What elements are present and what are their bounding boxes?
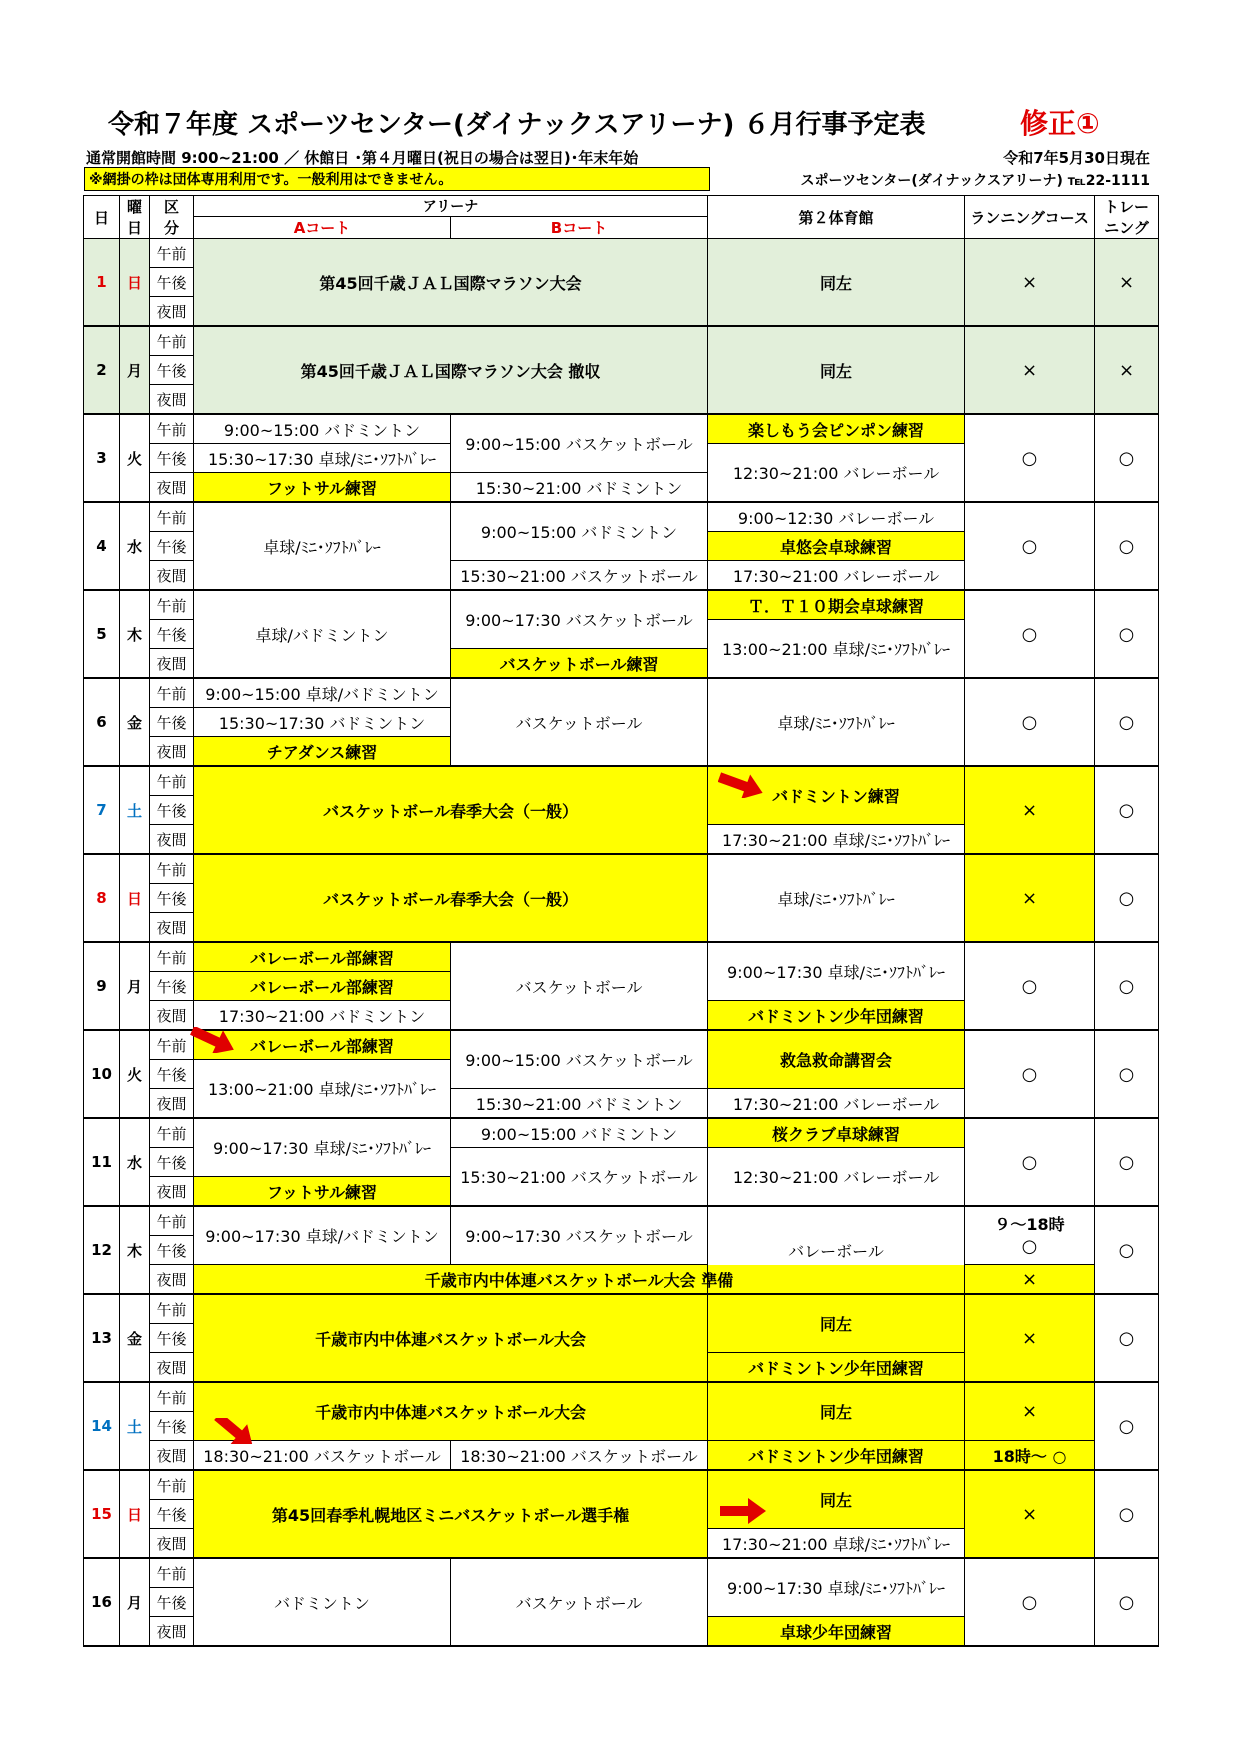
training-status: ○ bbox=[1095, 942, 1159, 1030]
gym2-event: 17:30~21:00 バレーボール bbox=[708, 561, 965, 591]
running-status: ○ bbox=[965, 1558, 1095, 1646]
slot-pm: 午後 bbox=[150, 972, 194, 1001]
running-status: ○ bbox=[965, 942, 1095, 1030]
day-row bbox=[84, 1118, 1159, 1148]
weekday: 火 bbox=[120, 414, 150, 502]
court-b-event: 9:00~15:00 バスケットボール bbox=[451, 1030, 708, 1089]
gym2-event: 13:00~21:00 卓球/ﾐﾆ･ｿﾌﾄﾊﾞﾚｰ bbox=[708, 620, 965, 679]
day-row bbox=[84, 1558, 1159, 1588]
court-b-event: 9:00~17:30 バスケットボール bbox=[451, 590, 708, 649]
day-row bbox=[84, 590, 1159, 620]
venue-contact: スポーツセンター(ダイナックスアリーナ) ℡22-1111 bbox=[800, 173, 1150, 189]
slot-pm: 午後 bbox=[150, 1148, 194, 1177]
weekday: 火 bbox=[120, 1030, 150, 1118]
slot-night: 夜間 bbox=[150, 385, 194, 415]
slot-night: 夜間 bbox=[150, 649, 194, 679]
court-a-event: 9:00~15:00 卓球/バドミントン bbox=[194, 678, 451, 708]
slot-night: 夜間 bbox=[150, 1265, 194, 1295]
court-b-event: 15:30~21:00 バドミントン bbox=[451, 1089, 708, 1119]
slot-pm: 午後 bbox=[150, 620, 194, 649]
running-status: ○ bbox=[965, 678, 1095, 766]
training-status: ○ bbox=[1095, 1206, 1159, 1294]
slot-am: 午前 bbox=[150, 1558, 194, 1588]
weekday: 木 bbox=[120, 590, 150, 678]
court-a-event: 卓球/バドミントン bbox=[194, 590, 451, 678]
gym2-event: 同左 bbox=[708, 1470, 965, 1529]
day-row bbox=[84, 239, 1159, 268]
day-row bbox=[84, 678, 1159, 708]
arena-event: 千歳市内中体連バスケットボール大会 bbox=[194, 1294, 708, 1382]
day-row bbox=[84, 414, 1159, 444]
slot-am: 午前 bbox=[150, 1382, 194, 1412]
day-row bbox=[84, 1030, 1159, 1060]
court-a-event: フットサル練習 bbox=[194, 1177, 451, 1207]
court-a-event: バドミントン bbox=[194, 1558, 451, 1646]
slot-night: 夜間 bbox=[150, 1441, 194, 1471]
court-b-event: 15:30~21:00 バドミントン bbox=[451, 473, 708, 503]
as-of-date: 令和7年5月30日現在 bbox=[1003, 149, 1150, 167]
gym2-event: バレーボール bbox=[708, 1206, 965, 1294]
weekday: 日 bbox=[120, 239, 150, 327]
training-status: ○ bbox=[1095, 414, 1159, 502]
day-number: 11 bbox=[84, 1118, 120, 1206]
col-gym2: 第２体育館 bbox=[708, 196, 965, 239]
court-a-event: バレーボール部練習 bbox=[194, 1030, 451, 1060]
weekday: 金 bbox=[120, 1294, 150, 1382]
arena-event: 第45回千歳ＪＡＬ国際マラソン大会 bbox=[194, 239, 708, 327]
day-number: 15 bbox=[84, 1470, 120, 1558]
day-row bbox=[84, 1382, 1159, 1412]
court-a-event: バレーボール部練習 bbox=[194, 942, 451, 972]
slot-am: 午前 bbox=[150, 590, 194, 620]
slot-am: 午前 bbox=[150, 1118, 194, 1148]
gym2-event: 同左 bbox=[708, 326, 965, 414]
slot-night: 夜間 bbox=[150, 1177, 194, 1207]
training-status: ○ bbox=[1095, 1470, 1159, 1558]
day-row bbox=[84, 1470, 1159, 1500]
revision-arrow-icon bbox=[720, 1498, 766, 1524]
header-row bbox=[84, 196, 1159, 217]
running-status: ９～18時 ○ bbox=[965, 1206, 1095, 1265]
gym2-event: 9:00~12:30 バレーボール bbox=[708, 502, 965, 532]
slot-am: 午前 bbox=[150, 1294, 194, 1324]
running-status: ○ bbox=[965, 590, 1095, 678]
arena-event: 第45回千歳ＪＡＬ国際マラソン大会 撤収 bbox=[194, 326, 708, 414]
col-training: トレー ニング bbox=[1095, 196, 1159, 239]
arena-event: 千歳市内中体連バスケットボール大会 準備 bbox=[194, 1265, 965, 1295]
slot-am: 午前 bbox=[150, 766, 194, 796]
day-number: 5 bbox=[84, 590, 120, 678]
weekday: 水 bbox=[120, 502, 150, 590]
court-a-event: 9:00~17:30 卓球/バドミントン bbox=[194, 1206, 451, 1265]
court-b-event: 9:00~15:00 バスケットボール bbox=[451, 414, 708, 473]
gym2-event: 17:30~21:00 バレーボール bbox=[708, 1089, 965, 1119]
running-status: × bbox=[965, 326, 1095, 414]
training-status: ○ bbox=[1095, 854, 1159, 942]
training-status: ○ bbox=[1095, 1382, 1159, 1470]
court-a-event: 13:00~21:00 卓球/ﾐﾆ･ｿﾌﾄﾊﾞﾚｰ bbox=[194, 1060, 451, 1119]
gym2-event: 17:30~21:00 卓球/ﾐﾆ･ｿﾌﾄﾊﾞﾚｰ bbox=[708, 1529, 965, 1559]
gym2-event: 卓球/ﾐﾆ･ｿﾌﾄﾊﾞﾚｰ bbox=[708, 854, 965, 942]
gym2-event: 9:00~17:30 卓球/ﾐﾆ･ｿﾌﾄﾊﾞﾚｰ bbox=[708, 942, 965, 1001]
court-a-event: 18:30~21:00 バスケットボール bbox=[194, 1441, 451, 1471]
court-b-event: バスケットボール bbox=[451, 942, 708, 1030]
training-status: ○ bbox=[1095, 1030, 1159, 1118]
day-number: 7 bbox=[84, 766, 120, 854]
training-status: ○ bbox=[1095, 678, 1159, 766]
court-a-event: 9:00~17:30 卓球/ﾐﾆ･ｿﾌﾄﾊﾞﾚｰ bbox=[194, 1118, 451, 1177]
court-a-event: 卓球/ﾐﾆ･ｿﾌﾄﾊﾞﾚｰ bbox=[194, 502, 451, 590]
slot-am: 午前 bbox=[150, 326, 194, 356]
slot-night: 夜間 bbox=[150, 1529, 194, 1559]
gym2-event: 桜クラブ卓球練習 bbox=[708, 1118, 965, 1148]
court-b-event: バスケットボール bbox=[451, 1558, 708, 1646]
slot-night: 夜間 bbox=[150, 1001, 194, 1031]
running-status: ○ bbox=[965, 1118, 1095, 1206]
court-a-event: フットサル練習 bbox=[194, 473, 451, 503]
col-section: 区 分 bbox=[150, 196, 194, 239]
gym2-event: 卓球少年団練習 bbox=[708, 1617, 965, 1647]
day-number: 12 bbox=[84, 1206, 120, 1294]
slot-pm: 午後 bbox=[150, 532, 194, 561]
court-b-event: 18:30~21:00 バスケットボール bbox=[451, 1441, 708, 1471]
slot-pm: 午後 bbox=[150, 1060, 194, 1089]
slot-pm: 午後 bbox=[150, 1324, 194, 1353]
notice-banner: ※網掛の枠は団体専用利用です。一般利用はできません。 bbox=[84, 167, 710, 191]
training-status: ○ bbox=[1095, 590, 1159, 678]
gym2-event: 12:30~21:00 バレーボール bbox=[708, 1148, 965, 1207]
gym2-event: 同左 bbox=[708, 1294, 965, 1353]
day-row bbox=[84, 1294, 1159, 1324]
weekday: 水 bbox=[120, 1118, 150, 1206]
gym2-event: 17:30~21:00 卓球/ﾐﾆ･ｿﾌﾄﾊﾞﾚｰ bbox=[708, 825, 965, 855]
training-status: ○ bbox=[1095, 1294, 1159, 1382]
arena-event: 第45回春季札幌地区ミニバスケットボール選手権 bbox=[194, 1470, 708, 1558]
day-row bbox=[84, 1206, 1159, 1236]
day-row bbox=[84, 502, 1159, 532]
gym2-event: 卓球/ﾐﾆ･ｿﾌﾄﾊﾞﾚｰ bbox=[708, 678, 965, 766]
training-status: ○ bbox=[1095, 502, 1159, 590]
gym2-event: 同左 bbox=[708, 239, 965, 327]
revision-arrow-icon bbox=[718, 772, 764, 798]
running-status: ○ bbox=[965, 414, 1095, 502]
running-status: × bbox=[965, 239, 1095, 327]
running-status: × bbox=[965, 1265, 1095, 1295]
col-arena: アリーナ bbox=[194, 196, 708, 217]
slot-pm: 午後 bbox=[150, 1412, 194, 1441]
day-number: 8 bbox=[84, 854, 120, 942]
day-number: 3 bbox=[84, 414, 120, 502]
weekday: 土 bbox=[120, 766, 150, 854]
court-a-event: チアダンス練習 bbox=[194, 737, 451, 767]
court-b-event: バスケットボール練習 bbox=[451, 649, 708, 679]
court-b-event: 9:00~15:00 バドミントン bbox=[451, 502, 708, 561]
slot-night: 夜間 bbox=[150, 913, 194, 943]
court-b-event: 9:00~15:00 バドミントン bbox=[451, 1118, 708, 1148]
revision-arrow-icon bbox=[190, 1027, 236, 1053]
court-b-event: バスケットボール bbox=[451, 678, 708, 766]
slot-night: 夜間 bbox=[150, 1617, 194, 1647]
col-court-b: Bコート bbox=[451, 217, 708, 239]
gym2-event: バドミントン少年団練習 bbox=[708, 1001, 965, 1031]
day-number: 10 bbox=[84, 1030, 120, 1118]
running-status: × bbox=[965, 1470, 1095, 1558]
gym2-event: 卓悠会卓球練習 bbox=[708, 532, 965, 561]
slot-night: 夜間 bbox=[150, 1089, 194, 1119]
gym2-event: 同左 bbox=[708, 1382, 965, 1441]
gym2-event: バドミントン練習 bbox=[708, 766, 965, 825]
day-number: 9 bbox=[84, 942, 120, 1030]
gym2-event: バドミントン少年団練習 bbox=[708, 1353, 965, 1383]
running-status: × bbox=[965, 766, 1095, 854]
col-running: ランニングコース bbox=[965, 196, 1095, 239]
slot-am: 午前 bbox=[150, 1206, 194, 1236]
training-status: ○ bbox=[1095, 1558, 1159, 1646]
day-row bbox=[84, 326, 1159, 356]
slot-pm: 午後 bbox=[150, 444, 194, 473]
arena-event: バスケットボール春季大会（一般） bbox=[194, 854, 708, 942]
court-b-event: 9:00~17:30 バスケットボール bbox=[451, 1206, 708, 1265]
gym2-event: 9:00~17:30 卓球/ﾐﾆ･ｿﾌﾄﾊﾞﾚｰ bbox=[708, 1558, 965, 1617]
slot-night: 夜間 bbox=[150, 297, 194, 327]
court-a-event: バレーボール部練習 bbox=[194, 972, 451, 1001]
slot-pm: 午後 bbox=[150, 884, 194, 913]
running-status: × bbox=[965, 1294, 1095, 1382]
weekday: 木 bbox=[120, 1206, 150, 1294]
court-a-event: 9:00~15:00 バドミントン bbox=[194, 414, 451, 444]
day-row bbox=[84, 766, 1159, 796]
court-a-event: 15:30~17:30 バドミントン bbox=[194, 708, 451, 737]
court-a-event: 15:30~17:30 卓球/ﾐﾆ･ｿﾌﾄﾊﾞﾚｰ bbox=[194, 444, 451, 473]
running-status: ○ bbox=[965, 502, 1095, 590]
slot-pm: 午後 bbox=[150, 1588, 194, 1617]
gym2-event: 12:30~21:00 バレーボール bbox=[708, 444, 965, 503]
weekday: 月 bbox=[120, 326, 150, 414]
slot-am: 午前 bbox=[150, 678, 194, 708]
training-status: ○ bbox=[1095, 766, 1159, 854]
weekday: 日 bbox=[120, 1470, 150, 1558]
day-row bbox=[84, 942, 1159, 972]
court-a-event: 17:30~21:00 バドミントン bbox=[194, 1001, 451, 1031]
gym2-event: バドミントン少年団練習 bbox=[708, 1441, 965, 1471]
day-number: 16 bbox=[84, 1558, 120, 1646]
slot-pm: 午後 bbox=[150, 268, 194, 297]
day-number: 14 bbox=[84, 1382, 120, 1470]
training-status: × bbox=[1095, 239, 1159, 327]
col-weekday: 曜 日 bbox=[120, 196, 150, 239]
slot-pm: 午後 bbox=[150, 1236, 194, 1265]
slot-am: 午前 bbox=[150, 239, 194, 268]
slot-pm: 午後 bbox=[150, 1500, 194, 1529]
gym2-event: Ｔ．Ｔ１０期会卓球練習 bbox=[708, 590, 965, 620]
slot-am: 午前 bbox=[150, 502, 194, 532]
day-number: 2 bbox=[84, 326, 120, 414]
weekday: 土 bbox=[120, 1382, 150, 1470]
day-row bbox=[84, 854, 1159, 884]
slot-am: 午前 bbox=[150, 1030, 194, 1060]
arena-event: バスケットボール春季大会（一般） bbox=[194, 766, 708, 854]
revision-arrow-icon bbox=[212, 1418, 258, 1444]
page-title: 令和７年度 スポーツセンター(ダイナックスアリーナ) ６月行事予定表 bbox=[108, 110, 926, 140]
weekday: 日 bbox=[120, 854, 150, 942]
gym2-event: 救急救命講習会 bbox=[708, 1030, 965, 1089]
running-status: × bbox=[965, 1382, 1095, 1441]
slot-pm: 午後 bbox=[150, 796, 194, 825]
col-day: 日 bbox=[84, 196, 120, 239]
weekday: 月 bbox=[120, 942, 150, 1030]
court-b-event: 15:30~21:00 バスケットボール bbox=[451, 561, 708, 591]
gym2-event: 楽しもう会ピンポン練習 bbox=[708, 414, 965, 444]
opening-hours: 通常開館時間 9:00~21:00 ／ 休館日 ･第４月曜日(祝日の場合は翌日)･年末年始 bbox=[86, 149, 639, 167]
col-court-a: Aコート bbox=[194, 217, 451, 239]
day-number: 1 bbox=[84, 239, 120, 327]
day-number: 6 bbox=[84, 678, 120, 766]
slot-am: 午前 bbox=[150, 1470, 194, 1500]
slot-am: 午前 bbox=[150, 854, 194, 884]
slot-night: 夜間 bbox=[150, 473, 194, 503]
running-status: 18時～ ○ bbox=[965, 1441, 1095, 1471]
slot-night: 夜間 bbox=[150, 1353, 194, 1383]
slot-am: 午前 bbox=[150, 414, 194, 444]
training-status: ○ bbox=[1095, 1118, 1159, 1206]
day-number: 4 bbox=[84, 502, 120, 590]
slot-pm: 午後 bbox=[150, 708, 194, 737]
slot-pm: 午後 bbox=[150, 356, 194, 385]
slot-night: 夜間 bbox=[150, 737, 194, 767]
slot-night: 夜間 bbox=[150, 825, 194, 855]
court-b-event: 15:30~21:00 バスケットボール bbox=[451, 1148, 708, 1207]
arena-event: 千歳市内中体連バスケットボール大会 bbox=[194, 1382, 708, 1441]
revision-label: 修正① bbox=[1020, 107, 1100, 140]
running-status: × bbox=[965, 854, 1095, 942]
slot-night: 夜間 bbox=[150, 561, 194, 591]
weekday: 月 bbox=[120, 1558, 150, 1646]
training-status: × bbox=[1095, 326, 1159, 414]
running-status: ○ bbox=[965, 1030, 1095, 1118]
day-number: 13 bbox=[84, 1294, 120, 1382]
weekday: 金 bbox=[120, 678, 150, 766]
slot-am: 午前 bbox=[150, 942, 194, 972]
